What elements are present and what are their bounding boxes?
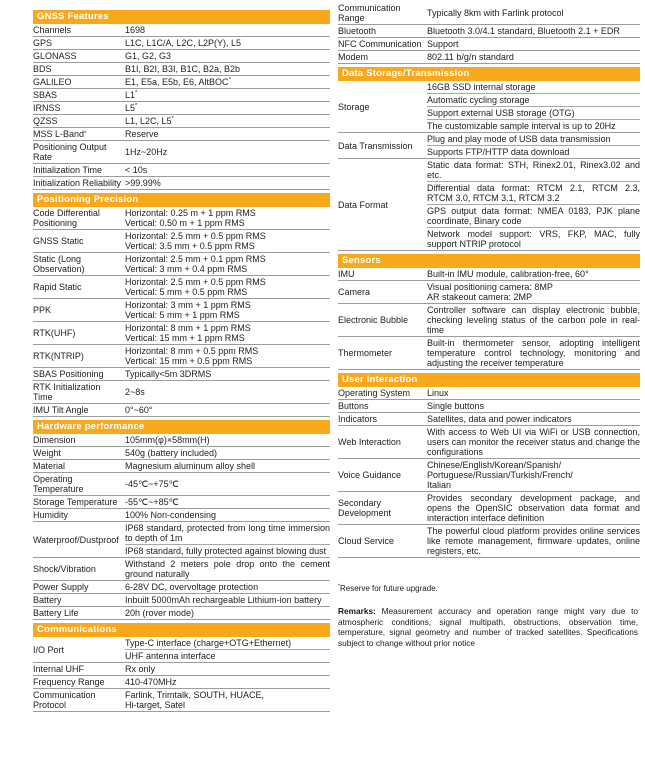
table-row <box>338 400 640 413</box>
table-row <box>33 24 330 37</box>
row-value: Network model support: VRS, FKP, MAC, fully support NTRIP protocol <box>427 229 640 249</box>
row-values <box>427 281 640 303</box>
row-label: Channels <box>33 25 72 35</box>
row-values <box>125 37 330 49</box>
row-label: Indicators <box>338 414 378 424</box>
row-value: Type-C interface (charge+OTG+Ethernet) <box>125 638 292 648</box>
table-row <box>338 337 640 370</box>
spec-section <box>338 254 640 370</box>
row-value: >99.99% <box>125 178 161 188</box>
row-value: Static data format: STH, Rinex2.01, Rinex3.02 and etc. <box>427 160 640 180</box>
row-label: SBAS Positioning <box>33 369 104 379</box>
row-value: Farlink, Trimtalk, SOUTH, HUACE, Hi-target, Satel <box>125 690 265 710</box>
table-row <box>338 268 640 281</box>
row-value: Typically<5m 3DRMS <box>125 369 212 379</box>
row-label: GNSS Static <box>33 236 84 246</box>
table-row <box>33 63 330 76</box>
row-values <box>427 304 640 336</box>
row-label: Code Differential Positioning <box>33 208 100 228</box>
row-value: 540g (battery included) <box>125 448 218 458</box>
section-rows <box>33 637 330 712</box>
row-values <box>125 207 330 229</box>
row-values <box>125 676 330 688</box>
spec-section <box>338 373 640 558</box>
spec-section <box>33 193 330 417</box>
table-row <box>33 473 330 496</box>
table-row <box>338 81 640 133</box>
row-value: Horizontal: 0.25 m + 1 ppm RMS Vertical: 0.50 m + 1 ppm RMS <box>125 208 256 228</box>
row-label: Rapid Static <box>33 282 82 292</box>
row-label: Electronic Bubble <box>338 315 409 325</box>
row-label: RTK(UHF) <box>33 328 76 338</box>
row-value: Automatic cycling storage <box>427 93 640 106</box>
row-label: Modem <box>338 52 369 62</box>
row-label: Secondary Development <box>338 498 392 518</box>
row-label: PPK <box>33 305 52 315</box>
row-label: Battery Life <box>33 608 79 618</box>
section-rows <box>338 268 640 370</box>
row-values <box>427 459 640 491</box>
row-value: L5* <box>125 103 138 113</box>
row-value: Differential data format: RTCM 2.1, RTCM 2.3, RTCM 3.0, RTCM 3.1, RTCM 3.2 <box>427 183 640 203</box>
table-row <box>33 404 330 417</box>
row-value: L1* <box>125 90 138 100</box>
spec-column-right <box>338 2 640 768</box>
row-value: UHF antenna interface <box>125 649 330 662</box>
spec-column-left <box>33 10 330 768</box>
spec-column-right-sections <box>338 2 640 558</box>
row-values <box>125 509 330 521</box>
row-values <box>427 25 640 37</box>
table-row <box>33 164 330 177</box>
table-row <box>33 581 330 594</box>
row-value: The powerful cloud platform provides online services like remote management, firmware updates, online registers, etc. <box>427 526 640 556</box>
row-value: Rx only <box>125 664 156 674</box>
row-values <box>427 2 640 24</box>
row-label: Voice Guidance <box>338 470 402 480</box>
row-label: Internal UHF <box>33 664 85 674</box>
table-row <box>33 230 330 253</box>
row-label: I/O Port <box>33 644 65 655</box>
row-values <box>125 102 330 114</box>
row-values <box>427 159 640 250</box>
row-value: GPS output data format: NMEA 0183, PJK plane coordinate, Binary code <box>427 206 640 226</box>
row-values <box>125 594 330 606</box>
table-row <box>338 387 640 400</box>
row-value: E1, E5a, E5b, E6, AltBOC* <box>125 77 231 87</box>
spec-section <box>33 420 330 620</box>
section-rows <box>338 2 640 64</box>
row-value: 1Hz~20Hz <box>125 147 168 157</box>
row-label: Buttons <box>338 401 369 411</box>
table-row <box>33 460 330 473</box>
row-values <box>125 276 330 298</box>
row-label: MSS L-Band * <box>33 129 87 139</box>
row-values <box>125 404 330 416</box>
row-value: 410-470MHz <box>125 677 177 687</box>
remarks <box>338 606 638 648</box>
row-label: QZSS <box>33 116 58 126</box>
table-row <box>33 594 330 607</box>
row-values <box>427 413 640 425</box>
row-label: Weight <box>33 448 61 458</box>
table-row <box>338 51 640 64</box>
row-label: Communication Protocol <box>33 690 96 710</box>
row-value: Controller software can display electronic bubble, checking leveling status of the carbon pole in real-time <box>427 305 640 335</box>
table-row <box>33 89 330 102</box>
row-values <box>125 345 330 367</box>
table-row <box>338 525 640 558</box>
row-value: 20h (rover mode) <box>125 608 195 618</box>
footnote <box>338 584 640 648</box>
row-label: Dimension <box>33 435 76 445</box>
row-label: RTK(NTRIP) <box>33 351 84 361</box>
row-label: IRNSS <box>33 103 61 113</box>
row-label: GALILEO <box>33 77 72 87</box>
row-label: Static (Long Observation) <box>33 254 85 274</box>
row-label: Power Supply <box>33 582 89 592</box>
row-values <box>427 525 640 557</box>
section-rows <box>338 81 640 251</box>
row-values <box>125 689 330 711</box>
row-value: 0°~60° <box>125 405 153 415</box>
row-label: Shock/Vibration <box>33 564 96 574</box>
table-row <box>33 207 330 230</box>
section-header: Sensors <box>338 254 640 268</box>
row-label: NFC Communication <box>338 39 422 49</box>
table-row <box>338 304 640 337</box>
table-row <box>33 102 330 115</box>
row-values <box>125 141 330 163</box>
table-row <box>33 115 330 128</box>
table-row <box>33 558 330 581</box>
row-value: 105mm(φ)×58mm(H) <box>125 435 210 445</box>
table-row <box>338 25 640 38</box>
row-values <box>427 400 640 412</box>
table-row <box>33 299 330 322</box>
row-value: Horizontal: 2.5 mm + 0.5 ppm RMS Vertical: 3.5 mm + 0.5 ppm RMS <box>125 231 266 251</box>
table-row <box>338 281 640 304</box>
row-value: Magnesium aluminum alloy shell <box>125 461 256 471</box>
row-label: Camera <box>338 287 371 297</box>
row-value: With access to Web UI via WiFi or USB connection, users can monitor the receiver status and change the configurations <box>427 427 640 457</box>
table-row <box>33 381 330 404</box>
section-rows <box>338 387 640 558</box>
row-values <box>125 581 330 593</box>
table-row <box>33 368 330 381</box>
row-value: Visual positioning camera: 8MP AR stakeout camera: 2MP <box>427 282 553 302</box>
table-row <box>33 128 330 141</box>
row-label: Web Interaction <box>338 437 401 447</box>
row-value: Chinese/English/Korean/Spanish/ Portuguese/Russian/Turkish/French/ Italian <box>427 460 573 490</box>
row-label: Waterproof/Dustproof <box>33 534 119 545</box>
table-row <box>33 253 330 276</box>
row-values <box>427 81 640 132</box>
table-row <box>33 663 330 676</box>
table-row <box>33 141 330 164</box>
row-value: Support <box>427 39 459 49</box>
row-values <box>125 24 330 36</box>
row-values <box>125 637 330 662</box>
row-values <box>125 607 330 619</box>
row-value: Horizontal: 2.5 mm + 0.1 ppm RMS Vertical: 3 mm + 0.4 ppm RMS <box>125 254 266 274</box>
row-value: 2~8s <box>125 387 145 397</box>
table-row <box>33 607 330 620</box>
row-values <box>125 473 330 495</box>
row-values <box>427 492 640 524</box>
row-label: Thermometer <box>338 348 393 358</box>
table-row <box>33 322 330 345</box>
table-row <box>33 177 330 190</box>
row-values <box>125 368 330 380</box>
row-value: Bluetooth 3.0/4.1 standard, Bluetooth 2.1 + EDR <box>427 26 620 36</box>
row-values <box>125 460 330 472</box>
remarks-label: Remarks: <box>338 606 376 616</box>
row-values <box>427 426 640 458</box>
section-header: Data Storage/Transmission <box>338 67 640 81</box>
row-values <box>125 558 330 580</box>
row-values <box>427 387 640 399</box>
row-values <box>125 50 330 62</box>
table-row <box>338 133 640 159</box>
row-label: Operating Temperature <box>33 474 84 494</box>
row-value: -45℃~+75℃ <box>125 479 179 489</box>
row-values <box>125 63 330 75</box>
row-value: Reserve <box>125 129 159 139</box>
spec-section <box>33 623 330 712</box>
table-row <box>338 426 640 459</box>
table-row <box>33 509 330 522</box>
row-value: Linux <box>427 388 449 398</box>
table-row <box>338 413 640 426</box>
row-values <box>125 496 330 508</box>
row-values <box>125 253 330 275</box>
row-value: Typically 8km with Farlink protocol <box>427 8 564 18</box>
section-header: Communications <box>33 623 330 637</box>
row-values <box>125 164 330 176</box>
table-row <box>33 676 330 689</box>
table-row <box>33 522 330 558</box>
row-label: GPS <box>33 38 53 48</box>
row-value: 100% Non-condensing <box>125 510 217 520</box>
row-label: Material <box>33 461 66 471</box>
row-values <box>125 115 330 127</box>
table-row <box>33 689 330 712</box>
row-values <box>125 434 330 446</box>
row-label: Bluetooth <box>338 26 377 36</box>
row-value: The customizable sample interval is up to 20Hz <box>427 119 640 132</box>
table-row <box>33 496 330 509</box>
row-values <box>125 322 330 344</box>
spec-section <box>33 10 330 190</box>
row-values <box>427 337 640 369</box>
row-label: IMU Tilt Angle <box>33 405 89 415</box>
table-row <box>33 345 330 368</box>
row-value: L1C, L1C/A, L2C, L2P(Y), L5 <box>125 38 242 48</box>
table-row <box>33 447 330 460</box>
row-label: Positioning Output Rate <box>33 142 107 162</box>
row-value: 6-28V DC, overvoltage protection <box>125 582 259 592</box>
table-row <box>33 50 330 63</box>
row-value: Support external USB storage (OTG) <box>427 106 640 119</box>
section-header: User Interaction <box>338 373 640 387</box>
row-value: Withstand 2 meters pole drop onto the cement ground naturally <box>125 559 330 579</box>
row-values <box>125 89 330 101</box>
row-value: Built-in IMU module, calibration-free, 60° <box>427 269 589 279</box>
spec-section <box>338 2 640 64</box>
row-values <box>427 268 640 280</box>
row-label: RTK Initialization Time <box>33 382 101 402</box>
row-value: 1698 <box>125 25 146 35</box>
row-value: 16GB SSD internal storage <box>427 82 536 92</box>
row-value: Satellites, data and power indicators <box>427 414 572 424</box>
row-label: Initialization Time <box>33 165 103 175</box>
table-row <box>33 37 330 50</box>
row-value: Horizontal: 8 mm + 1 ppm RMS Vertical: 15 mm + 1 ppm RMS <box>125 323 251 343</box>
remarks-text: Measurement accuracy and operation range might vary due to atmospheric conditions, signal multipath, obstructions, observation time, temperature, signal geometry and number of tracked satellites. Specifications subject to change without prior notice <box>338 606 638 648</box>
table-row <box>338 38 640 51</box>
row-value: -55℃~+85℃ <box>125 497 179 507</box>
row-label: Communication Range <box>338 3 401 23</box>
row-label: Initialization Reliability <box>33 178 122 188</box>
table-row <box>338 459 640 492</box>
section-header: Hardware performance <box>33 420 330 434</box>
row-label: Data Transmission <box>338 140 413 151</box>
row-values <box>125 663 330 675</box>
row-value: B1I, B2I, B3I, B1C, B2a, B2b <box>125 64 241 74</box>
row-values <box>125 230 330 252</box>
row-values <box>125 381 330 403</box>
reserve-note: *Reserve for future upgrade. <box>338 583 438 593</box>
row-value: Inbuilt 5000mAh rechargeable Lithium-ion battery <box>125 595 322 605</box>
row-label: Cloud Service <box>338 536 395 546</box>
row-label: IMU <box>338 269 355 279</box>
row-value: Built-in thermometer sensor, adopting intelligent temperature control technology, monitoring and adjusting the receiver temperature <box>427 338 640 368</box>
row-values <box>427 133 640 158</box>
row-values <box>125 177 330 189</box>
row-value: < 10s <box>125 165 148 175</box>
row-label: Humidity <box>33 510 69 520</box>
row-values <box>125 128 330 140</box>
row-label: Operating System <box>338 388 411 398</box>
row-label: GLONASS <box>33 51 77 61</box>
row-value: L1, L2C, L5* <box>125 116 174 126</box>
row-values <box>125 447 330 459</box>
row-value: Horizontal: 3 mm + 1 ppm RMS Vertical: 5 mm + 1 ppm RMS <box>125 300 251 320</box>
table-row <box>338 492 640 525</box>
row-label: BDS <box>33 64 52 74</box>
row-label: SBAS <box>33 90 58 100</box>
row-value: Supports FTP/HTTP data download <box>427 145 640 158</box>
row-label: Data Format <box>338 199 389 210</box>
row-value: Horizontal: 2.5 mm + 0.5 ppm RMS Vertical: 5 mm + 0.5 ppm RMS <box>125 277 266 297</box>
row-values <box>125 76 330 88</box>
row-values <box>125 299 330 321</box>
table-row <box>33 637 330 663</box>
row-value: Single buttons <box>427 401 485 411</box>
section-header: GNSS Features <box>33 10 330 24</box>
row-value: G1, G2, G3 <box>125 51 172 61</box>
spec-section <box>338 67 640 251</box>
row-label: Frequency Range <box>33 677 105 687</box>
row-value: 802.11 b/g/n standard <box>427 52 514 62</box>
table-row <box>338 159 640 251</box>
row-values <box>427 51 640 63</box>
section-rows <box>33 24 330 190</box>
row-value: IP68 standard, protected from long time immersion to depth of 1m <box>125 523 330 543</box>
section-rows <box>33 207 330 417</box>
row-value: Horizontal: 8 mm + 0.5 ppm RMS Vertical: 15 mm + 0.5 ppm RMS <box>125 346 259 366</box>
section-header: Positioning Precision <box>33 193 330 207</box>
row-values <box>427 38 640 50</box>
row-label: Storage Temperature <box>33 497 118 507</box>
row-value: Provides secondary development package, and opens the OpenSIC observation data format and interaction interface definition <box>427 493 640 523</box>
table-row <box>33 76 330 89</box>
table-row <box>33 434 330 447</box>
table-row <box>33 276 330 299</box>
row-values <box>125 522 330 557</box>
table-row <box>338 2 640 25</box>
section-rows <box>33 434 330 620</box>
row-label: Battery <box>33 595 62 605</box>
row-value: IP68 standard, fully protected against blowing dust <box>125 544 330 557</box>
row-label: Storage <box>338 101 370 112</box>
row-value: Plug and play mode of USB data transmission <box>427 134 611 144</box>
